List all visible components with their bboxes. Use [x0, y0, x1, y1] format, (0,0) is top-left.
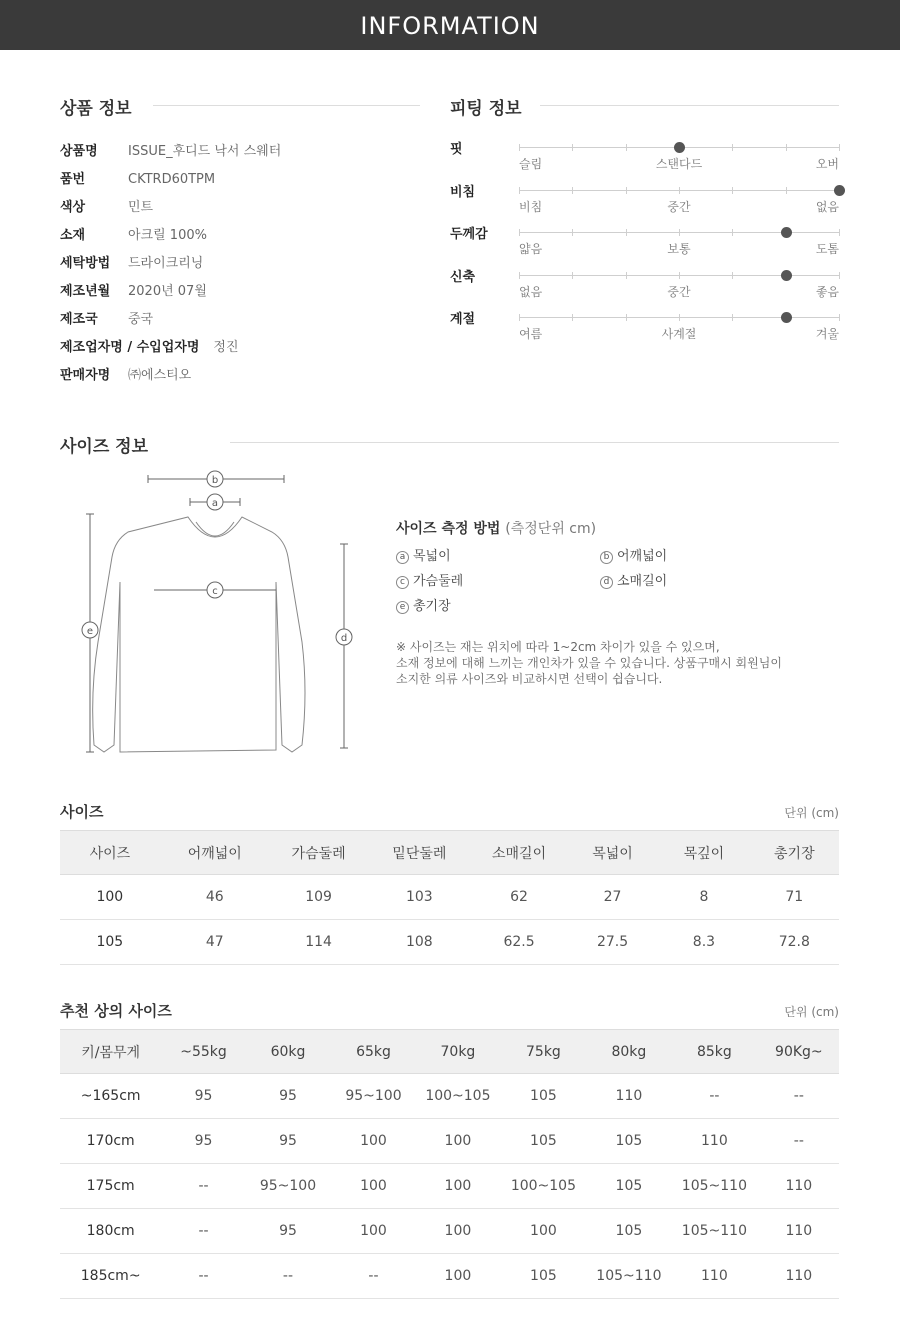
recommend-table-unit: 단위 (cm): [784, 1005, 839, 1019]
product-info-label: 상품명: [60, 144, 98, 159]
table-cell: 170cm: [60, 1119, 161, 1164]
table-cell: 114: [270, 920, 368, 965]
fitting-scale-track: [519, 190, 839, 191]
product-info-label: 제조년월: [60, 284, 111, 299]
fitting-scale-tick: [839, 229, 840, 236]
table-header-cell: 80kg: [588, 1030, 670, 1074]
table-cell: --: [330, 1254, 417, 1299]
product-info-label: 소재: [60, 228, 86, 243]
table-header-cell: 가슴둘레: [270, 831, 368, 875]
measure-mark-icon: b: [600, 551, 613, 564]
table-cell: 185cm~: [60, 1254, 161, 1299]
table-header-row: [60, 1030, 839, 1074]
product-info-value: 중국: [128, 312, 154, 327]
table-cell: 105: [499, 1254, 588, 1299]
table-cell: 71: [750, 875, 839, 920]
fitting-scale-label: 스탠다드: [655, 157, 703, 171]
measure-mark-icon: e: [396, 601, 409, 614]
table-header-row: [60, 831, 839, 875]
product-info-label: 색상: [60, 200, 86, 215]
measure-item: [396, 545, 451, 564]
fitting-scale-tick: [786, 144, 787, 151]
table-header-cell: 소매길이: [471, 831, 567, 875]
table-header-cell: 밑단둘레: [367, 831, 471, 875]
measure-item-label: 목넓이: [413, 549, 451, 564]
fitting-label: 신축: [450, 269, 476, 285]
table-cell: 8.3: [658, 920, 749, 965]
table-cell: 105: [588, 1119, 670, 1164]
table-cell: 62: [471, 875, 567, 920]
fitting-scale-tick: [626, 272, 627, 279]
measure-mark-icon: a: [396, 551, 409, 564]
fitting-scale-tick: [626, 229, 627, 236]
table-cell: 8: [658, 875, 749, 920]
product-info-value: 아크릴 100%: [128, 228, 207, 243]
fitting-scale-label: 보통: [667, 242, 691, 256]
table-cell: 95: [246, 1074, 330, 1119]
table-cell: 46: [160, 875, 270, 920]
fitting-scale-tick: [786, 187, 787, 194]
table-cell: 110: [759, 1164, 839, 1209]
fitting-scale-label: 오버: [815, 157, 839, 171]
fitting-scale-tick: [572, 229, 573, 236]
fitting-level-marker: [781, 312, 792, 323]
product-info-row: [60, 140, 281, 159]
fitting-scale-label: 없음: [815, 199, 839, 214]
diagram-label-d: d: [340, 633, 348, 644]
measure-unit: (측정단위 cm): [505, 521, 597, 537]
diagram-label-c: c: [212, 586, 218, 597]
product-info-value: 2020년 07월: [128, 284, 207, 299]
size-table: [60, 830, 839, 965]
fitting-scale-tick: [732, 314, 733, 321]
table-header-cell: 목깊이: [658, 831, 749, 875]
table-header-cell: ~55kg: [161, 1030, 245, 1074]
divider: [540, 105, 839, 106]
recommend-table: [60, 1029, 839, 1299]
product-info-label: 세탁방법: [60, 256, 111, 271]
table-cell: 105: [499, 1074, 588, 1119]
fitting-scale-label: 도톰: [815, 242, 839, 256]
fitting-scale-tick: [626, 144, 627, 151]
table-cell: 105: [499, 1119, 588, 1164]
product-info-row: [60, 280, 207, 299]
fitting-scale-tick: [839, 144, 840, 151]
size-note-line: 소지한 의류 사이즈와 비교하시면 선택이 쉽습니다.: [396, 672, 663, 686]
fitting-scale-tick: [572, 187, 573, 194]
fitting-info-title: 피팅 정보: [450, 99, 522, 119]
table-cell: ~165cm: [60, 1074, 161, 1119]
measure-item: [600, 570, 667, 589]
fitting-label: 비침: [450, 184, 476, 200]
table-cell: 100: [417, 1209, 499, 1254]
product-info-value: ㈜에스티오: [128, 368, 192, 383]
product-info-value: CKTRD60TPM: [128, 172, 216, 187]
table-cell: 175cm: [60, 1164, 161, 1209]
product-info-title: 상품 정보: [60, 99, 132, 119]
product-info-row: [60, 252, 203, 271]
fitting-scale-label: 사계절: [661, 327, 697, 341]
measure-method-label: 사이즈 측정 방법: [396, 521, 501, 537]
table-header-cell: 70kg: [417, 1030, 499, 1074]
table-cell: 100: [330, 1209, 417, 1254]
divider: [153, 105, 420, 106]
fitting-label: 핏: [450, 142, 463, 157]
table-cell: 110: [759, 1254, 839, 1299]
table-cell: 105: [588, 1209, 670, 1254]
fitting-scale-label: 좋음: [815, 284, 839, 299]
product-info-label: 제조국: [60, 312, 98, 327]
fitting-scale-label: 여름: [519, 327, 543, 341]
table-cell: --: [759, 1074, 839, 1119]
table-cell: 100~105: [417, 1074, 499, 1119]
fitting-scale-tick: [626, 314, 627, 321]
fitting-scale-tick: [839, 314, 840, 321]
product-info-value: ISSUE_후디드 낙서 스웨터: [128, 144, 282, 159]
fitting-scale-track: [519, 317, 839, 318]
table-cell: 62.5: [471, 920, 567, 965]
size-note-line: ※ 사이즈는 재는 위치에 따라 1~2cm 차이가 있을 수 있으며,: [396, 640, 720, 654]
product-info-value: 정진: [213, 340, 239, 355]
table-header-cell: 75kg: [499, 1030, 588, 1074]
fitting-scale-label: 겨울: [815, 327, 839, 341]
measure-item: [396, 570, 463, 589]
table-row: [60, 1164, 839, 1209]
product-info-row: [60, 224, 207, 243]
product-info-row: [60, 364, 191, 383]
table-row: [60, 920, 839, 965]
table-cell: 27: [567, 875, 658, 920]
fitting-scale-label: 슬림: [519, 157, 543, 171]
fitting-scale-label: 중간: [667, 199, 691, 214]
diagram-label-b: b: [211, 475, 219, 486]
fitting-scale-tick: [519, 187, 520, 194]
table-cell: 105~110: [670, 1209, 759, 1254]
table-cell: 95: [161, 1074, 245, 1119]
diagram-label-e: e: [86, 626, 94, 637]
table-cell: 95: [161, 1119, 245, 1164]
table-cell: --: [161, 1164, 245, 1209]
table-cell: --: [246, 1254, 330, 1299]
size-table-title: 사이즈: [60, 803, 104, 821]
measure-method-title: [396, 518, 596, 538]
table-cell: --: [161, 1254, 245, 1299]
measure-item-label: 어깨넓이: [617, 549, 668, 564]
table-cell: 108: [367, 920, 471, 965]
fitting-scale-label: 중간: [667, 284, 691, 299]
measure-mark-icon: c: [396, 576, 409, 589]
table-cell: --: [161, 1209, 245, 1254]
fitting-level-marker: [674, 142, 685, 153]
fitting-scale-tick: [732, 187, 733, 194]
table-row: [60, 1209, 839, 1254]
table-header-cell: 키/몸무게: [60, 1030, 161, 1074]
table-header-cell: 사이즈: [60, 831, 160, 875]
table-cell: 105~110: [588, 1254, 670, 1299]
table-cell: 105~110: [670, 1164, 759, 1209]
fitting-scale-tick: [839, 272, 840, 279]
table-cell: 110: [588, 1074, 670, 1119]
product-info-label: 제조업자명 / 수입업자명: [60, 340, 200, 355]
product-info-value: 민트: [128, 200, 154, 215]
fitting-label: 계절: [450, 312, 476, 327]
table-cell: 95~100: [246, 1164, 330, 1209]
fitting-scale-tick: [519, 229, 520, 236]
product-info-row: [60, 308, 153, 327]
recommend-table-title: 추천 상의 사이즈: [60, 1002, 172, 1020]
fitting-scale-label: 없음: [519, 284, 543, 299]
fitting-scale-tick: [732, 272, 733, 279]
size-info-title: 사이즈 정보: [60, 437, 149, 457]
fitting-scale-tick: [626, 187, 627, 194]
table-cell: 110: [670, 1119, 759, 1164]
table-cell: 100: [330, 1164, 417, 1209]
product-info-row: [60, 196, 153, 215]
table-header-cell: 60kg: [246, 1030, 330, 1074]
table-cell: --: [670, 1074, 759, 1119]
fitting-scale-tick: [519, 272, 520, 279]
fitting-scale-tick: [679, 314, 680, 321]
fitting-scale-track: [519, 147, 839, 148]
table-cell: 110: [670, 1254, 759, 1299]
table-cell: 103: [367, 875, 471, 920]
measure-item-label: 가슴둘레: [413, 574, 464, 589]
fitting-scale-track: [519, 232, 839, 233]
table-cell: 100: [417, 1254, 499, 1299]
table-cell: 109: [270, 875, 368, 920]
table-row: [60, 875, 839, 920]
table-cell: 100: [417, 1119, 499, 1164]
table-cell: 110: [759, 1209, 839, 1254]
product-info-label: 품번: [60, 172, 86, 187]
measure-item-label: 총기장: [413, 599, 451, 614]
fitting-scale-tick: [519, 314, 520, 321]
size-table-unit: 단위 (cm): [784, 806, 839, 820]
table-row: [60, 1254, 839, 1299]
fitting-scale-track: [519, 275, 839, 276]
table-cell: --: [759, 1119, 839, 1164]
table-cell: 105: [60, 920, 160, 965]
page-header: INFORMATION: [0, 0, 900, 50]
table-cell: 27.5: [567, 920, 658, 965]
fitting-scale-label: 비침: [519, 199, 543, 214]
fitting-scale-tick: [572, 272, 573, 279]
diagram-label-a: a: [211, 498, 219, 509]
fitting-level-marker: [781, 227, 792, 238]
fitting-scale-label: 얇음: [519, 242, 543, 256]
table-cell: 105: [588, 1164, 670, 1209]
measure-mark-icon: d: [600, 576, 613, 589]
fitting-level-marker: [781, 270, 792, 281]
fitting-level-marker: [834, 185, 845, 196]
fitting-scale-tick: [519, 144, 520, 151]
table-cell: 47: [160, 920, 270, 965]
table-header-cell: 어깨넓이: [160, 831, 270, 875]
fitting-label: 두께감: [450, 227, 488, 242]
table-header-cell: 65kg: [330, 1030, 417, 1074]
table-row: [60, 1119, 839, 1164]
product-info-label: 판매자명: [60, 368, 111, 383]
size-note: [396, 639, 796, 687]
table-cell: 95: [246, 1209, 330, 1254]
product-info-row: [60, 336, 239, 355]
table-cell: 100: [60, 875, 160, 920]
product-info-row: [60, 168, 215, 187]
measure-item: [600, 545, 667, 564]
table-header-cell: 목넓이: [567, 831, 658, 875]
fitting-scale-tick: [679, 272, 680, 279]
table-cell: 95: [246, 1119, 330, 1164]
table-cell: 100: [499, 1209, 588, 1254]
product-info-value: 드라이크리닝: [128, 256, 204, 271]
table-cell: 95~100: [330, 1074, 417, 1119]
fitting-scale-tick: [572, 314, 573, 321]
fitting-scale-tick: [679, 187, 680, 194]
size-note-line: 소재 정보에 대해 느끼는 개인차가 있을 수 있습니다. 상품구매시 회원님이: [396, 656, 782, 670]
table-cell: 100: [330, 1119, 417, 1164]
table-cell: 100~105: [499, 1164, 588, 1209]
measure-item-label: 소매길이: [617, 574, 668, 589]
table-cell: 100: [417, 1164, 499, 1209]
fitting-scale-tick: [572, 144, 573, 151]
table-row: [60, 1074, 839, 1119]
table-header-cell: 90Kg~: [759, 1030, 839, 1074]
table-cell: 180cm: [60, 1209, 161, 1254]
table-cell: 72.8: [750, 920, 839, 965]
table-header-cell: 총기장: [750, 831, 839, 875]
fitting-scale-tick: [732, 144, 733, 151]
garment-diagram: [70, 462, 370, 762]
fitting-scale-tick: [679, 229, 680, 236]
measure-item: [396, 595, 451, 614]
table-header-cell: 85kg: [670, 1030, 759, 1074]
divider: [230, 442, 839, 443]
fitting-scale-tick: [732, 229, 733, 236]
